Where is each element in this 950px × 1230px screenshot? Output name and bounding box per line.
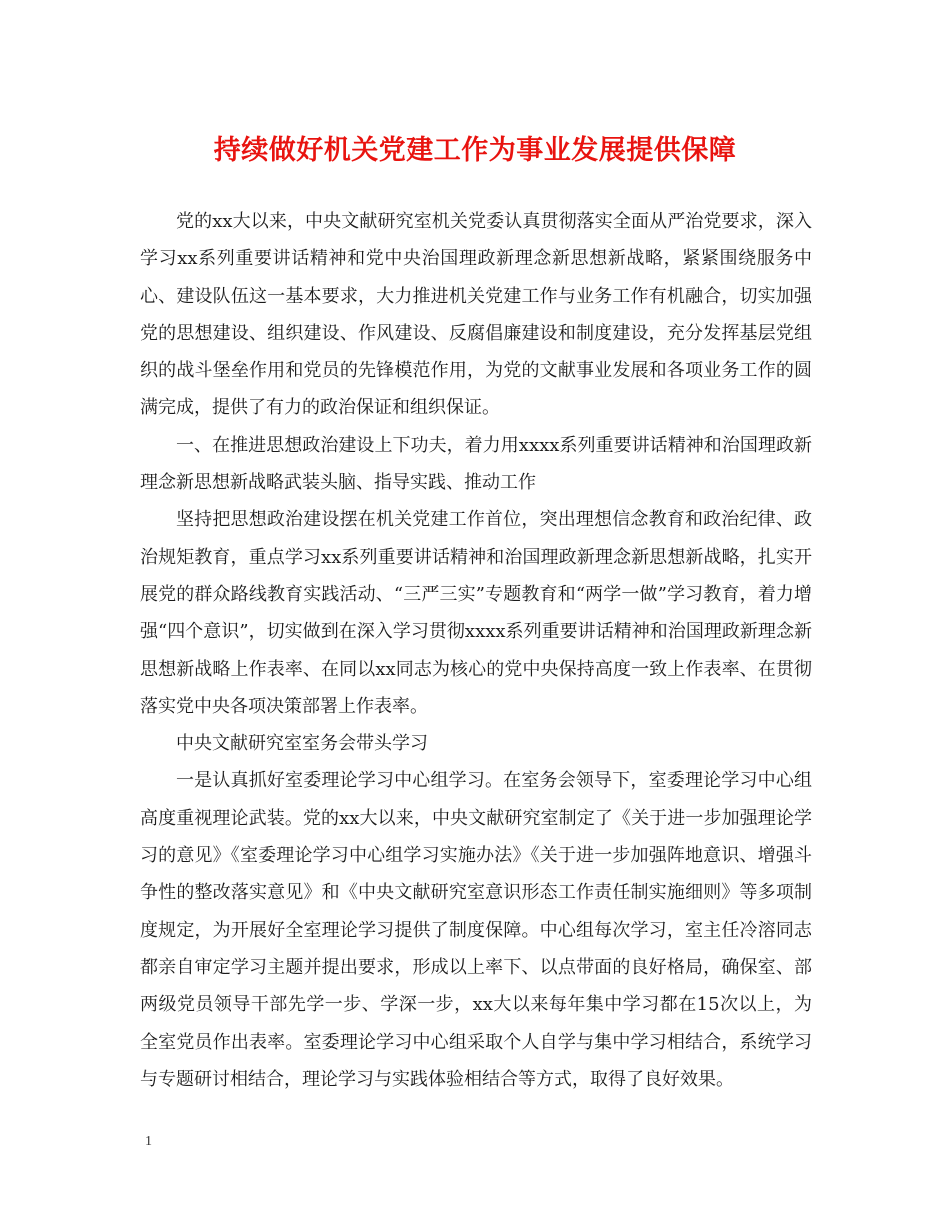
paragraph-theory-study-group: 一是认真抓好室委理论学习中心组学习。在室务会领导下，室委理论学习中心组高度重视理论武装。党的xx大以来，中央文献研究室制定了《关于进一步加强理论学习的意见》《室委理论学习中心组学习实施办法》《关于进一步加强阵地意识、增强斗争性的整改落实意见》和《中央文献研究室意识形态工作责任制实施细则》等多项制度规定，为开展好全室理论学习提供了制度保障。中心组每次学习，室主任冷溶同志都亲自审定学习主题并提出要求，形成以上率下、以点带面的良好格局，确保室、部两级党员领导干部先学一步、学深一步，xx大以来每年集中学习都在15次以上，为全室党员作出表率。室委理论学习中心组采取个人自学与集中学习相结合，系统学习与专题研讨相结合，理论学习与实践体验相结合等方式，取得了良好效果。 (140, 770, 812, 1090)
paragraph-ideological-building: 坚持把思想政治建设摆在机关党建工作首位，突出理想信念教育和政治纪律、政治规矩教育，重点学习xx系列重要讲话精神和治国理政新理念新思想新战略，扎实开展党的群众路线教育实践活动、“三严三实”专题教育和“两学一做”学习教育，着力增强“四个意识”，切实做到在深入学习贯彻xxxx系列重要讲话精神和治国理政新理念新思想新战略上作表率、在同以xx同志为核心的党中央保持高度一致上作表率、在贯彻落实党中央各项决策部署上作表率。 (140, 509, 812, 717)
paragraph-section-heading-1: 一、在推进思想政治建设上下功夫，着力用xxxx系列重要讲话精神和治国理政新理念新思想新战略武装头脑、指导实践、推动工作 (140, 434, 812, 494)
paragraph-subheading-study: 中央文献研究室室务会带头学习 (176, 733, 428, 755)
document-body (140, 203, 812, 1098)
page-number: 1 (145, 1134, 152, 1149)
document-title: 持续做好机关党建工作为事业发展提供保障 (213, 135, 737, 166)
paragraph-intro: 党的xx大以来，中央文献研究室机关党委认真贯彻落实全面从严治党要求，深入学习xx系列重要讲话精神和党中央治国理政新理念新思想新战略，紧紧围绕服务中心、建设队伍这一基本要求，大力推进机关党建工作与业务工作有机融合，切实加强党的思想建设、组织建设、作风建设、反腐倡廉建设和制度建设，充分发挥基层党组织的战斗堡垒作用和党员的先锋模范作用，为党的文献事业发展和各项业务工作的圆满完成，提供了有力的政治保证和组织保证。 (140, 211, 812, 419)
